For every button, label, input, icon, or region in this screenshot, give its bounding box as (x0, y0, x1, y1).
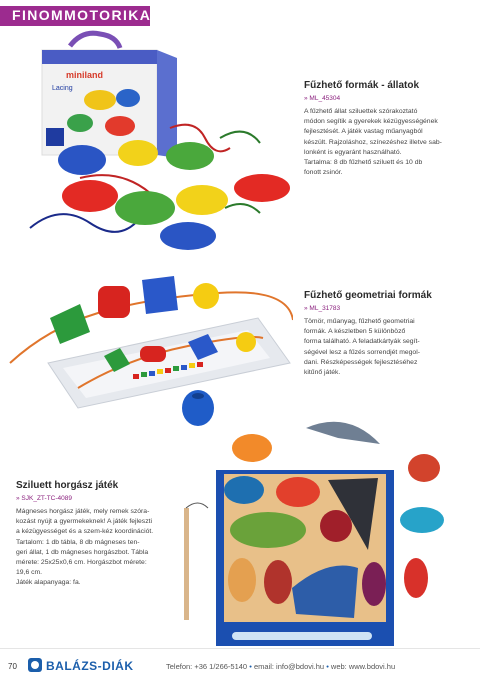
box-brand-label: miniland (66, 70, 104, 80)
product-code: » SJK_ZT-TC-4089 (16, 495, 72, 502)
product-description (16, 507, 186, 589)
fishing-puzzle-image (178, 408, 478, 648)
product-title: Fűzhető formák - állatok (304, 80, 420, 91)
footer-contact (166, 662, 395, 671)
description-line: formák. A készletben 5 különböző (304, 328, 406, 336)
description-line: a kézügyességet és a szem-kéz koordinációt. (16, 528, 154, 536)
description-line: A fűzhető állat sziluettek szórakoztató (304, 108, 418, 115)
description-line: fejlesztését. A játék vastag műanyagból (304, 128, 423, 136)
description-line: készült. Rajzoláshoz, színezéshez illetve sab- (304, 138, 442, 146)
description-line: Tömör, műanyag, fűzhető geometriai (304, 318, 415, 325)
description-line: mérete: 25x25x0,6 cm. Horgászbot mérete: (16, 559, 147, 567)
description-line: dani. Részképességek fejlesztéséhez (304, 358, 418, 366)
footer-divider (0, 648, 480, 649)
product-description (304, 107, 474, 178)
geometric-beads-image (8, 268, 293, 428)
section-title: FINOMMOTORIKA (12, 7, 152, 23)
description-line: geri állat, 1 db mágneses horgászbot. Tábla (16, 548, 149, 556)
description-line: Tartalma: 8 db fűzhető sziluett és 10 db (304, 159, 423, 167)
description-line: forma található. A feladatkártyák segít- (304, 338, 420, 346)
lacing-animals-image (20, 28, 295, 253)
description-line: Mágneses horgász játék, mely remek szóra- (16, 508, 150, 515)
footer-email[interactable]: email: info@bdovi.hu (253, 662, 325, 671)
footer-separator: • (249, 662, 252, 671)
balazs-diak-logo-icon (28, 658, 42, 672)
product-title: Fűzhető geometriai formák (304, 290, 432, 301)
product-title: Sziluett horgász játék (16, 480, 119, 491)
footer-phone: Telefon: +36 1/266-5140 (166, 662, 248, 671)
brand-logo-text: BALÁZS-DIÁK (46, 659, 134, 673)
product-description (304, 317, 474, 378)
page-number: 70 (8, 662, 17, 671)
description-line: Játék alapanyaga: fa. (16, 579, 81, 587)
description-line: kitűnő játék. (304, 369, 341, 377)
product-geometric-beads (304, 290, 474, 378)
description-line: módon segítik a gyerekek kézügyességének (304, 118, 438, 126)
footer-web[interactable]: web: www.bdovi.hu (330, 662, 396, 671)
description-line: kozást nyújt a gyermekeknek! A játék fejleszti (16, 518, 153, 526)
product-code: » ML_45304 (304, 95, 341, 102)
description-line: ségével lesz a fűzés sorrendjét megol- (304, 348, 420, 356)
footer-separator: • (326, 662, 329, 671)
product-code: » ML_31783 (304, 305, 341, 312)
product-lacing-animals (304, 80, 474, 178)
product-fishing-game (16, 480, 186, 589)
description-line: 19,6 cm. (16, 569, 43, 577)
description-line: lonként is egyaránt használható. (304, 148, 402, 156)
box-product-label: Lacing (52, 85, 73, 92)
description-line: fonott zsinór. (304, 169, 343, 177)
description-line: Tartalom: 1 db tábla, 8 db mágneses ten- (16, 538, 140, 546)
